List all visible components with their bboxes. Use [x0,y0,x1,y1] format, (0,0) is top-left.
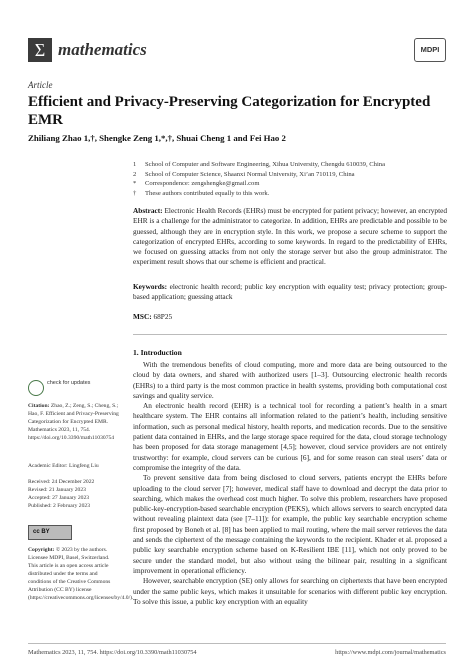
abstract-text: Electronic Health Records (EHRs) must be encrypted for patient privacy; however, an encrypted EHR is a challenge for the administrator to categorize. In addition, EHRs are predictable and possible to be guessed, although they are in encryption style. In this work, we propose a secure scheme to support the categorization of encrypted EHRs, according to some keywords. In regard to the predictability of EHRs, we focused on guessing attacks from not only the storage server but also the group administrator. The experiment result shows that our scheme is efficient and practical. [133,206,447,267]
equal-contribution-note: † These authors contributed equally to this work. [133,189,270,197]
accepted-date: Accepted: 27 January 2023 [28,495,90,501]
check-updates-icon[interactable] [28,380,44,396]
keywords-label: Keywords: [133,282,168,291]
msc-label: MSC: [133,312,152,321]
copyright-label: Copyright: [28,547,55,553]
citation-text[interactable]: Zhao, Z.; Zeng, S.; Cheng, S.; Hao, F. Efficient and Privacy-Preserving Categorization for Encrypted EMR. Mathematics 2023, 11, 754. https://doi.org/10.3390/math11030754 [28,403,119,441]
paragraph: With the tremendous benefits of cloud computing, more and more data are being outsourced to the cloud by data owners, and shared with authorized users [1–3]. Outsourcing electronic health records (EHRs) to a third party is the most common practice in health systems, providing both computational cost savings and quality service. [133,360,447,400]
copyright-text: © 2023 by the authors. Licensee MDPI, Basel, Switzerland. This article is an open access article distributed under the terms and conditions of the Creative Commons Attribution (CC BY) license (https://creativecommons.org/licenses/by/4.0/). [28,547,134,601]
paragraph: However, searchable encryption (SE) only allows for searching on ciphertexts that have been encrypted under the same public keys, which makes it unsuitable for scenarios with different public key encryption. To solve this issue, a public key encryption with an equality [133,576,447,606]
dates [28,478,120,510]
paragraph: To prevent sensitive data from being disclosed to cloud servers, patients encrypt the EHRs before uploading to the cloud server [7]; however, medical staff have to download and decrypt the data prior to searching, which makes the overhead cost much higher. To solve this problem, researchers have proposed public-key-encryption-based searchable encryption (PEKS), which allows servers to search encrypted data without revealing plaintext data (see [7–11]): for example, the public key searchable encryption scheme first proposed by Boneh et al. [8] has been applied to mail routing, where the mail server retrieves the data and sends the ciphertext of the message containing the keywords to the recipient. Khader et al. proposed a public key searchable encryption scheme based on K-Resilient IBE [11], which not only proved to be secure under the standard model, but also without using the bilinear pair, resulting in a significant improvement in operational efficiency. [133,473,447,575]
keywords [133,282,447,303]
academic-editor: Academic Editor: Lingfeng Liu [28,463,99,469]
cc-by-license-icon[interactable]: cc BY [28,525,72,540]
citation-label: Citation: [28,403,50,409]
published-date: Published: 2 February 2023 [28,503,90,509]
keywords-text: electronic health record; public key encryption with equality test; privacy protection; group-based application; guessing attack [133,282,447,302]
received-date: Received: 24 December 2022 [28,479,95,485]
affiliation-item: 1 School of Computer and Software Engineering, Xihua University, Chengdu 610039, China [133,161,386,168]
footer-citation[interactable]: Mathematics 2023, 11, 754. https://doi.org/10.3390/math11030754 [28,649,197,656]
affiliations [133,160,453,198]
affiliation-item: 2 School of Computer Science, Shaanxi Normal University, Xi’an 710119, China [133,170,355,178]
footer-divider [28,643,446,644]
intro-body [133,360,447,607]
divider [133,334,447,335]
article-type: Article [28,80,53,90]
abstract [133,206,447,268]
msc-code: 68P25 [153,312,173,321]
journal-name[interactable]: mathematics [58,40,147,59]
author-list: Zhiliang Zhao 1,†, Shengke Zeng 1,*,†, Shuai Cheng 1 and Fei Hao 2 [28,133,286,143]
section-heading: 1. Introduction [133,348,182,357]
journal-logo-icon: Σ [28,38,52,62]
msc [133,312,447,322]
revised-date: Revised: 21 January 2023 [28,487,86,493]
paper-title: Efficient and Privacy-Preserving Categorization for Encrypted EMR [28,94,431,128]
check-updates-label[interactable]: check for updates [47,380,91,386]
mdpi-logo[interactable]: MDPI [414,38,446,62]
copyright [28,546,134,602]
paragraph: An electronic health record (EHR) is a technical tool for recording a patient’s health in a smart healthcare system. The EHR contains all information related to the patient’s health, including sensitive information, such as personal medical history, health reports, and medication records. Due to the sensitive patient data contained in EHRs, and the large storage space required for the data, cloud storage technology has been proposed for data storage management [4,5]; however, cloud service providers are not entirely trustworthy: for example, cloud servers can be curious [6], and for some reason can steal users’ data or compromise the integrity of the data. [133,401,447,472]
correspondence[interactable]: * Correspondence: zengshengke@gmail.com [133,180,260,187]
footer-journal-url[interactable]: https://www.mdpi.com/journal/mathematics [335,649,446,656]
abstract-label: Abstract: [133,206,163,215]
citation [28,402,120,442]
